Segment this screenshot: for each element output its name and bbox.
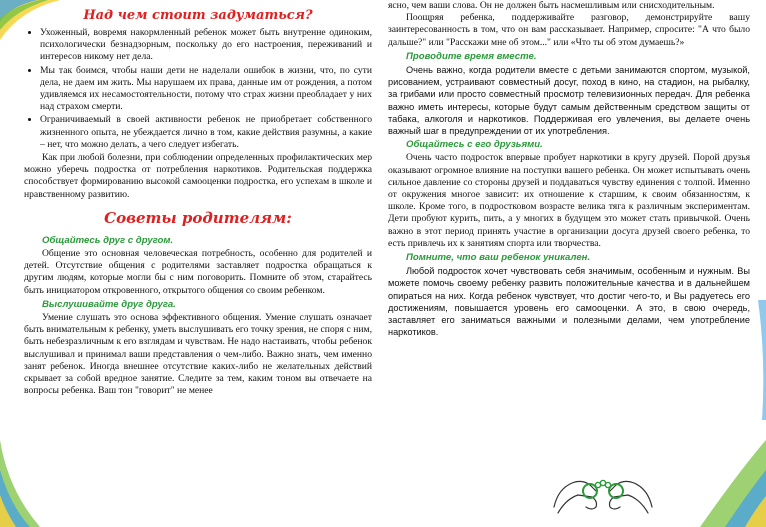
para-listen: Умение слушать это основа эффективного общения. Умение слушать означает быть внимательным к ребенку, уметь выслушивать его точку зрения, не споря с ним, быть небезразличным к его взглядам и чувствам. Не надо настаивать, чтобы ребенок выслушивал и принимал ваши представления о чем-либо. Важно знать, чем именно занят ребенок. Иногда внешнее отсутствие каких-либо не желательных действий скрывает за собой вредное занятие. Следите за тем, каким тоном вы отвечаете на вопросы ребенка. Ваш тон "говорит" не менее	[24, 312, 372, 397]
subheading-spend-time: Проводите время вместе.	[406, 50, 537, 62]
subheading-communicate: Общайтесь друг с другом.	[42, 234, 174, 246]
handcuffed-hands-icon	[548, 455, 658, 523]
para-unique: Любой подросток хочет чувствовать себя значимым, особенным и нужным. Вы можете помочь своему ребенку развить положительные качества и в дальнейшем опираться на них. Когда ребенок чувствует, что достиг чего-то, и Вы радуетесь его достижениям, повышается уровень его самооценки. А это, в свою очередь, заставляет его заниматься важными и полезными делами, чем употребление наркотиков.	[388, 266, 750, 338]
para-communicate: Общение это основная человеческая потребность, особенно для родителей и детей. Отсутствие общения с родителями заставляет подростка обращаться к другим людям, которые могли бы с ним поговорить. Помните об этом, старайтесь быть инициатором откровенного, открытого общения со своим ребенком.	[24, 248, 372, 296]
bullet-item: • Ограничиваемый в своей активности ребенок не приобретает собственного жизненного опыта, не убеждается лично в том, какие действия разумны, а какие – нет, что можно делать, а чего следует избегать.	[40, 114, 372, 151]
subheading-listen: Выслушивайте друг друга.	[42, 298, 176, 310]
bullet-list	[24, 27, 372, 151]
para-spend-time: Очень важно, когда родители вместе с детьми занимаются спортом, музыкой, рисованием, устраивают совместный досуг, поход в кино, на стадион, на рыбалку, за грибами или просто совместный просмотр телевизионных передач. Для ребенка важно иметь интересы, которые будут самым действенным средством защиты от табака, алкоголя и наркотиков. Поддерживая его увлечения, вы делаете очень важный шаг в предупреждении от их употребления.	[388, 65, 750, 137]
subheading-unique: Помните, что ваш ребенок уникален.	[406, 252, 591, 264]
para-encourage: Поощряя ребенка, поддерживайте разговор, демонстрируйте вашу заинтересованность в том, что он вам рассказывает. Например, спросите: "А что было дальше?" или "Расскажи мне об этом..." или «Что ты об этом думаешь?»	[388, 12, 750, 48]
left-column	[24, 0, 372, 397]
para-disease: Как при любой болезни, при соблюдении определенных профилактических мер можно уберечь подростка от потребления наркотиков. Родительская поддержка способствует формированию высокой самооценки подростка, его успехам в школе и нравственному развитию.	[24, 152, 372, 200]
bullet-item: • Ухоженный, вовремя накормленный ребенок может быть внутренне одиноким, психологически безнадзорным, поскольку до его настроения, переживаний и интересов никому нет дела.	[40, 27, 372, 64]
swoosh-blue-rightedge	[758, 300, 766, 420]
title-think-about: Над чем стоит задуматься?	[83, 8, 313, 23]
title-parent-tips: Советы родителям:	[104, 208, 292, 227]
subheading-friends: Общайтесь с его друзьями.	[406, 139, 543, 151]
bullet-item: • Мы так боимся, чтобы наши дети не наделали ошибок в жизни, что, по сути дела, не даем им жить. Мы нарушаем их права, данные им от рождения, а потом удивляемся их несамостоятельности, потому что страх жизни преобладает у них над страхом смерти.	[40, 65, 372, 114]
para-continuation: ясно, чем ваши слова. Он не должен быть насмешливым или снисходительным.	[388, 0, 715, 11]
para-friends: Очень часто подросток впервые пробует наркотики в кругу друзей. Порой друзья оказывают огромное влияние на поступки вашего ребенка. Он может испытывать очень сильное давление со стороны друзей и поддаваться чувству единения с толпой. Именно от окружения многое зависит: их отношение к старшим, к своим обязанностям, к школе. Кроме того, в подростковом возрасте велика тяга к различным экспериментам. Дети пробуют курить, пить, а у многих в будущем это может стать привычкой. Очень важно в этот период принять участие в организации досуга друзей своего ребенка, то есть привлечь их к занятиям спорта или творчества.	[388, 152, 750, 249]
right-column	[388, 0, 750, 338]
